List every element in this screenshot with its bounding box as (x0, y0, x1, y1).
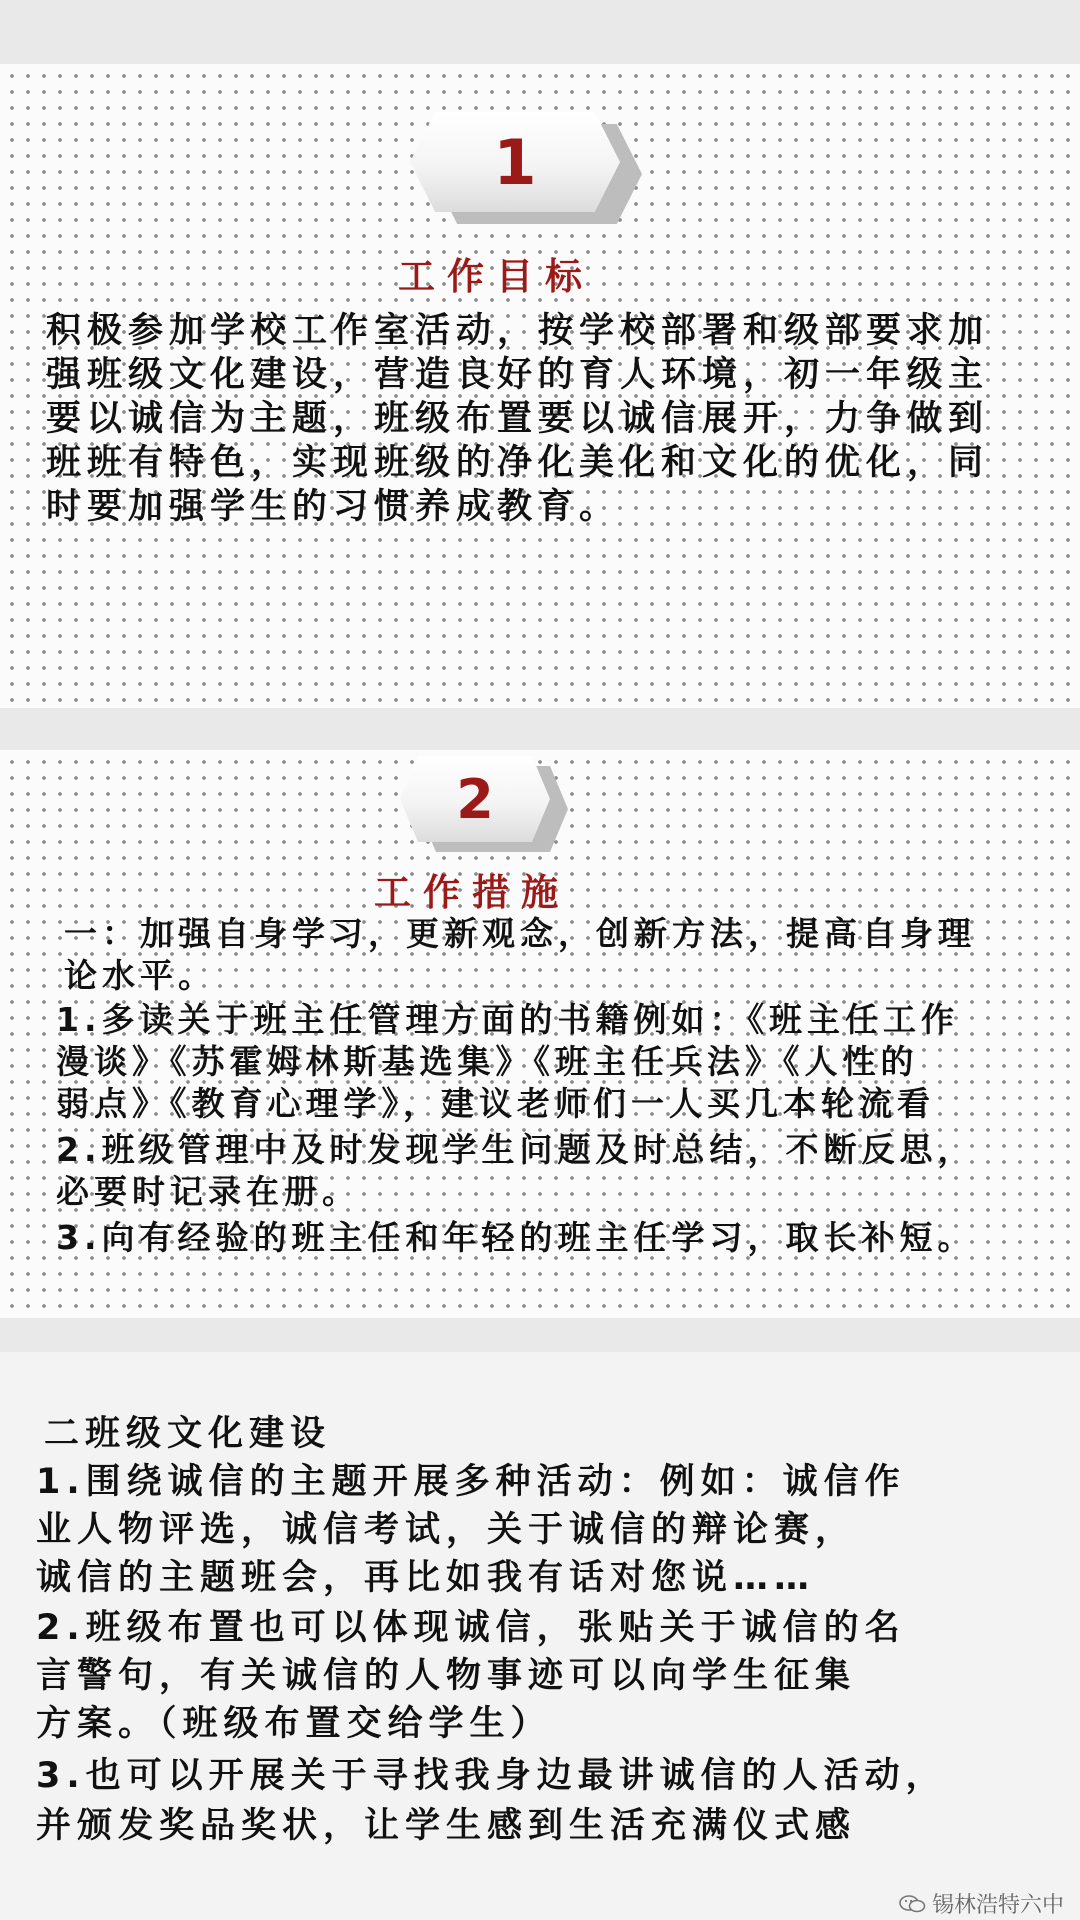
section-1-number-badge (410, 112, 620, 212)
section-3-heading: 二班级文化建设 (44, 1414, 332, 1454)
section-2-title: 工作措施 (374, 871, 570, 914)
section-2-line: 1.多读关于班主任管理方面的书籍例如：《班主任工作 (56, 1000, 959, 1039)
section-2-number: 2 (456, 767, 494, 831)
section-3-line: 2.班级布置也可以体现诚信，张贴关于诚信的名 (36, 1608, 906, 1648)
section-2-line: 2.班级管理中及时发现学生问题及时总结，不断反思， (56, 1130, 976, 1169)
separator-band-2 (0, 1318, 1080, 1352)
section-2-line: 一：加强自身学习，更新观念，创新方法，提高自身理 (64, 914, 976, 953)
section-3-line: 并颁发奖品奖状，让学生感到生活充满仪式感 (36, 1806, 857, 1846)
section-3-line: 1.围绕诚信的主题开展多种活动：例如：诚信作 (36, 1462, 906, 1502)
section-2-number-badge (400, 756, 550, 842)
wechat-icon (898, 1894, 926, 1914)
section-3-line: 方案。（班级布置交给学生） (36, 1704, 552, 1744)
section-1-line: 强班级文化建设，营造良好的育人环境，初一年级主 (46, 355, 990, 395)
section-3-line: 业人物评选，诚信考试，关于诚信的辩论赛， (36, 1510, 857, 1550)
section-2-line: 必要时记录在册。 (56, 1172, 360, 1211)
section-3-line: 3.也可以开展关于寻找我身边最讲诚信的人活动， (36, 1756, 947, 1796)
section-2-line: 弱点》《教育心理学》，建议老师们一人买几本轮流看 (56, 1084, 935, 1123)
watermark (898, 1888, 1064, 1919)
section-3-line: 诚信的主题班会，再比如我有话对您说…… (36, 1558, 816, 1598)
watermark-text: 锡林浩特六中 (931, 1893, 1064, 1918)
section-1-line: 积极参加学校工作室活动，按学校部署和级部要求加 (46, 311, 990, 351)
section-2-line: 3.向有经验的班主任和年轻的班主任学习，取长补短。 (56, 1218, 976, 1257)
top-band (0, 0, 1080, 64)
section-1-line: 班班有特色，实现班级的净化美化和文化的优化，同 (46, 443, 990, 483)
section-1-title: 工作目标 (398, 255, 594, 298)
section-1-number: 1 (493, 125, 537, 199)
separator-band-1 (0, 708, 1080, 750)
section-2-line: 漫谈》《苏霍姆林斯基选集》《班主任兵法》《人性的 (56, 1042, 919, 1081)
section-3-line: 言警句，有关诚信的人物事迹可以向学生征集 (36, 1656, 857, 1696)
section-2-line: 论水平。 (64, 956, 216, 995)
section-1-line: 要以诚信为主题，班级布置要以诚信展开，力争做到 (46, 399, 990, 439)
section-1-line: 时要加强学生的习惯养成教育。 (46, 487, 621, 527)
